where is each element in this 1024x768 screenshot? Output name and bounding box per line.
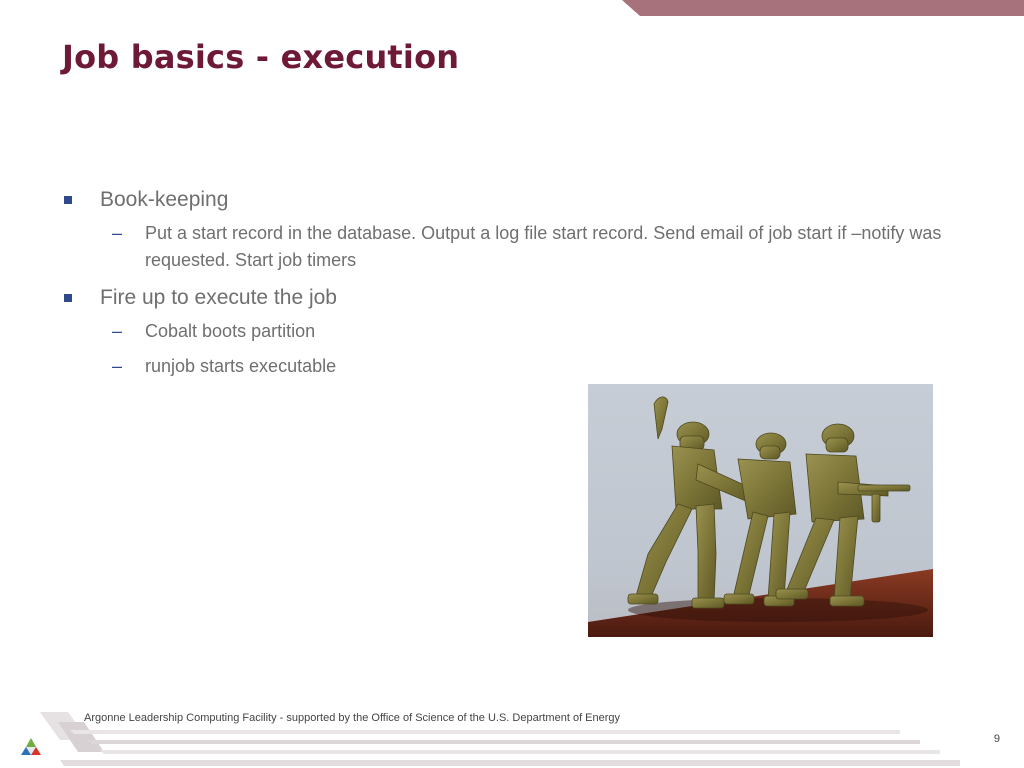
top-accent-bar	[0, 0, 1024, 18]
bullet-square-icon	[64, 196, 72, 204]
sub-bullet-text: Cobalt boots partition	[145, 321, 316, 341]
dash-icon: –	[112, 356, 123, 376]
sub-bullet-item	[62, 220, 982, 274]
page-number: 9	[993, 733, 1000, 745]
footer-decoration	[0, 700, 1024, 768]
bullet-item	[62, 186, 982, 214]
sub-bullet-text: runjob starts executable	[145, 356, 337, 376]
argonne-logo-icon	[20, 737, 42, 757]
bullet-text: Book-keeping	[100, 188, 229, 211]
sub-bullet-text: Put a start record in the database. Output a log file start record. Send email of job start if –notify was requested. Start job timers	[145, 223, 942, 270]
bullet-list	[62, 186, 982, 380]
bullet-text: Fire up to execute the job	[100, 286, 337, 309]
bullet-square-icon	[64, 294, 72, 302]
footer-text: Argonne Leadership Computing Facility - supported by the Office of Science of the U.S. Department of Energy	[84, 712, 621, 724]
slide-title: Job basics - execution	[62, 38, 460, 76]
bullet-item	[62, 284, 982, 312]
dash-icon: –	[112, 223, 123, 243]
toy-soldiers-photo	[588, 384, 933, 637]
dash-icon: –	[112, 321, 123, 341]
sub-bullet-item	[62, 318, 982, 345]
sub-bullet-item	[62, 353, 982, 380]
